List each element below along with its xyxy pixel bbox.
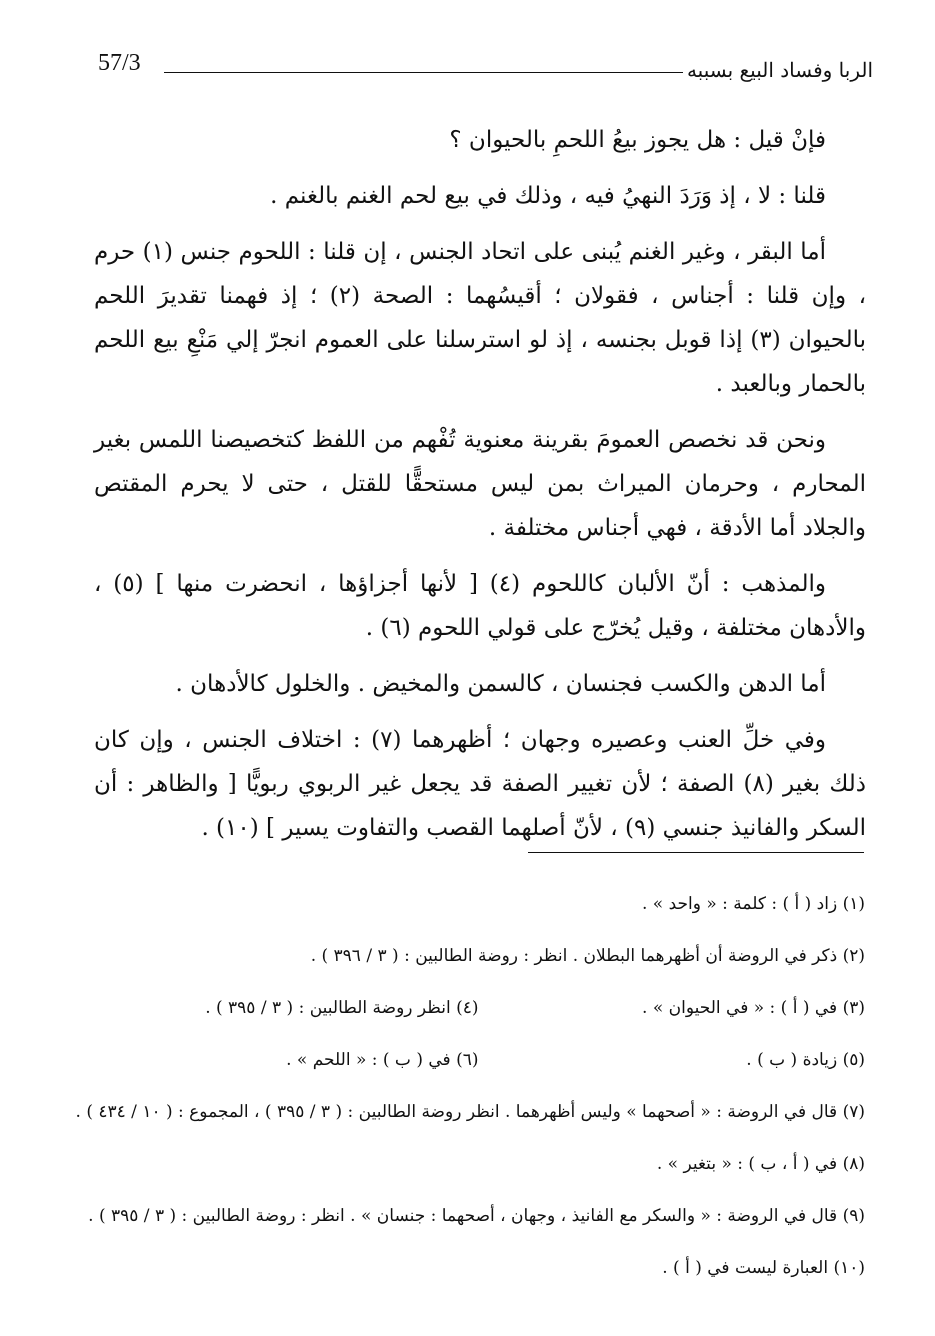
footnote-4: (٤) انظر روضة الطالبين : ( ٣ / ٣٩٥ ) . (205, 998, 479, 1018)
paragraph-question: فإنْ قيل : هل يجوز بيعُ اللحمِ بالحيوان ؟ (449, 127, 826, 153)
footnote-8: (٨) في ( أ ، ب ) : « بتغير » . (656, 1154, 865, 1174)
main-text (94, 118, 866, 862)
paragraph-cattle: أما البقر ، وغير الغنم يُبنى على اتحاد الجنس ، إن قلنا : اللحوم جنس (١) حرم ، وإن قلنا : أجناس ، فقولان ؛ أقيسُهما : الصحة (٢) ؛ إذ فهمنا تقديرَ اللحم بالحيوان (٣) إذا قوبل بجنسه ، إذ لو استرسلنا على العموم انجرّ إلي مَنْعِ بيع اللحم بالحمار وبالعبد . (94, 239, 867, 397)
footnote-1: (١) زاد ( أ ) : كلمة : « واحد » . (641, 894, 865, 914)
footnote-3: (٣) في ( أ ) : « في الحيوان » . (642, 998, 865, 1018)
header-rule (164, 72, 683, 73)
paragraph-generality: ونحن قد نخصص العمومَ بقرينة معنوية تُفْهم من اللفظ كتخصيصنا اللمس بغير المحارم ، وحرمان الميراث بمن ليس مستحقًّا للقتل ، حتى لا يحرم المقتص والجلاد أما الأدقة ، فهي أجناس مختلفة . (94, 427, 866, 541)
footnote-9: (٩) قال في الروضة : « والسكر مع الفانيذ ، وجهان ، أصحهما : جنسان » . انظر : روضة الطالبين : ( ٣ / ٣٩٥ ) . (88, 1206, 865, 1226)
footnote-5: (٥) زيادة ( ب ) . (746, 1050, 865, 1070)
paragraph-answer: قلنا : لا ، إذ وَرَدَ النهيُ فيه ، وذلك في بيع لحم الغنم بالغنم . (270, 183, 826, 209)
footnote-10: (١٠) العبارة ليست في ( أ ) . (662, 1258, 865, 1278)
footnote-row-5-6 (92, 1034, 865, 1086)
footnote-7: (٧) قال في الروضة : « أصحهما » وليس أظهرهما . انظر روضة الطالبين : ( ٣ / ٣٩٥ ) ، المجموع : ( ١٠ / ٤٣٤ ) . (75, 1102, 865, 1122)
footnote-2: (٢) ذكر في الروضة أن أظهرهما البطلان . انظر : روضة الطالبين : ( ٣ / ٣٩٦ ) . (310, 946, 865, 966)
page-header (98, 44, 873, 88)
page-number: 57/3 (98, 50, 141, 76)
running-title: الربا وفساد البيع بسببه (686, 58, 873, 82)
footnote-separator (528, 852, 864, 853)
paragraph-vinegar: وفي خلِّ العنب وعصيره وجهان ؛ أظهرهما (٧) : اختلاف الجنس ، وإن كان ذلك بغير (٨) الصفة ؛ لأن تغيير الصفة قد يجعل غير الربوي ربويًّا [ والظاهر : أن السكر والفانيذ جنسي (٩) ، لأنّ أصلهما القصب والتفاوت يسير ] (١٠) . (94, 727, 866, 841)
paragraph-oils: أما الدهن والكسب فجنسان ، كالسمن والمخيض . والخلول كالأدهان . (175, 671, 826, 697)
footnote-6: (٦) في ( ب ) : « اللحم » . (286, 1050, 479, 1070)
footnote-row-3-4 (92, 982, 865, 1034)
paragraph-madhhab: والمذهب : أنّ الألبان كاللحوم (٤) [ لأنها أجزاؤها ، انحضرت منها ] (٥) ، والأدهان مختلفة ، وقيل يُخرّج على قولي اللحوم (٦) . (94, 571, 866, 641)
footnotes (75, 878, 865, 1294)
